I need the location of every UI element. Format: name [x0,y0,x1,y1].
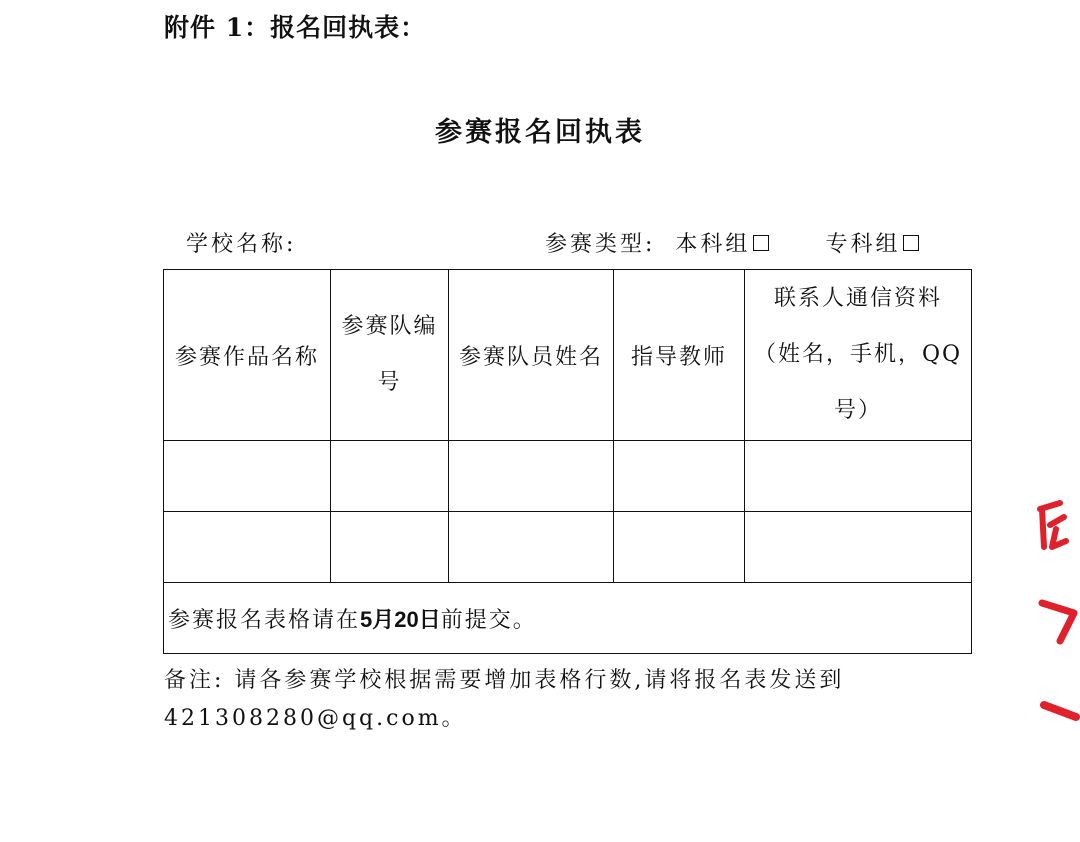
entry-type-row [545,227,919,258]
school-name-label: 学校名称: [186,232,297,257]
remarks-line1: 备注: 请各参赛学校根据需要增加表格行数,请将报名表发送到 [164,668,845,693]
header-contact-line1: 联系人通信资料 [773,286,942,311]
remarks [164,662,944,738]
cell-member-names[interactable] [449,512,614,583]
registration-table [163,269,972,654]
cell-work-name[interactable] [164,441,331,512]
table-footer-row [164,583,972,654]
attachment-heading: 附件 1：报名回执表： [164,13,427,42]
header-member-names: 参赛队员姓名 [449,270,614,441]
red-seal-fragment-icon [1030,495,1080,725]
option-undergraduate[interactable] [665,227,769,258]
entry-type-label: 参赛类型: [545,232,656,257]
header-contact-line2: （姓名，手机，QQ [753,342,963,367]
deadline-notice [164,583,972,654]
form-title: 参赛报名回执表 [435,117,645,148]
cell-contact-info[interactable] [745,512,972,583]
deadline-date: 5月20日 [360,606,441,632]
cell-team-number[interactable] [331,441,449,512]
remarks-email[interactable]: 421308280@qq.com。 [164,706,467,731]
header-contact-info [745,270,972,441]
header-work-name: 参赛作品名称 [164,270,331,441]
cell-contact-info[interactable] [745,441,972,512]
option-college-label: 专科组 [825,232,901,257]
cell-advisor[interactable] [614,441,745,512]
checkbox-undergraduate-icon[interactable] [753,235,769,251]
table-row [164,512,972,583]
table-header-row [164,270,972,441]
option-undergraduate-label: 本科组 [675,232,751,257]
cell-work-name[interactable] [164,512,331,583]
cell-team-number[interactable] [331,512,449,583]
header-team-number-line1: 参赛队编 [341,314,438,339]
header-contact-line3: 号） [833,398,882,423]
deadline-suffix: 前提交。 [440,607,537,633]
checkbox-college-icon[interactable] [903,235,919,251]
header-advisor: 指导教师 [614,270,745,441]
option-college[interactable] [825,227,919,258]
deadline-prefix: 参赛报名表格请在 [168,607,361,633]
header-team-number [331,270,449,441]
cell-member-names[interactable] [449,441,614,512]
header-team-number-line2: 号 [377,370,402,395]
table-row [164,441,972,512]
cell-advisor[interactable] [614,512,745,583]
